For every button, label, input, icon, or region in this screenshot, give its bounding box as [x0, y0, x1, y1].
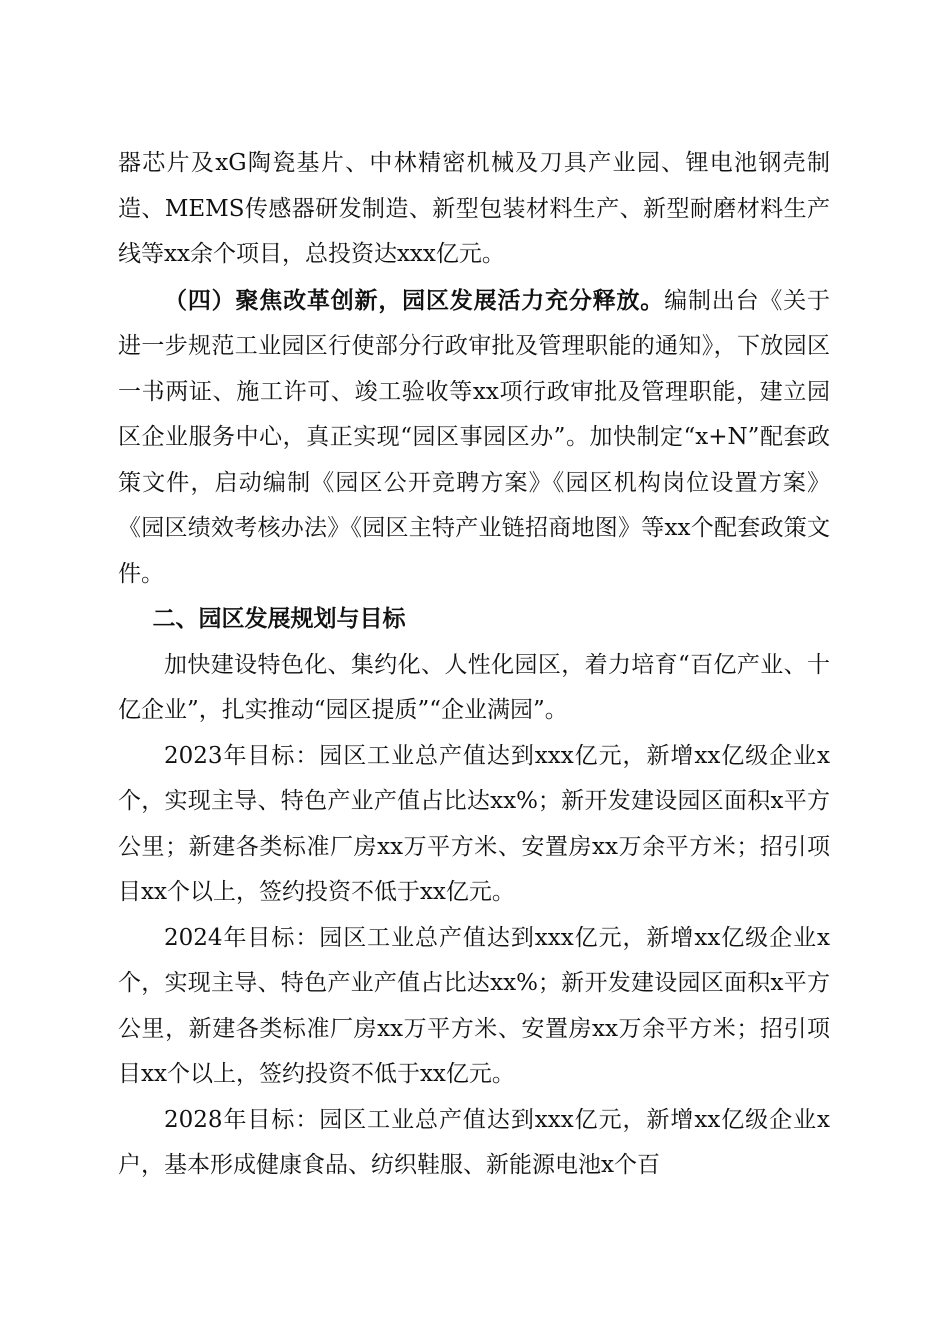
paragraph-planning-intro: 加快建设特色化、集约化、人性化园区，着力培育“百亿产业、十亿企业”，扎实推动“园区提质”“企业满园”。 [118, 651, 830, 723]
paragraph-goal-2023: 2023年目标：园区工业总产值达到xxx亿元，新增xx亿级企业x个，实现主导、特色产业产值占比达xx%；新开发建设园区面积x平方公里；新建各类标准厂房xx万平方米、安置房xx万余平方米；招引项目xx个以上，签约投资不低于xx亿元。 [118, 742, 830, 905]
section-body-reform: 编制出台《关于进一步规范工业园区行使部分行政审批及管理职能的通知》，下放园区一书两证、施工许可、竣工验收等xx项行政审批及管理职能，建立园区企业服务中心，真正实现“园区事园区办”。加快制定“x+N”配套政策文件，启动编制《园区公开竞聘方案》《园区机构岗位设置方案》《园区绩效考核办法》《园区主特产业链招商地图》等xx个配套政策文件。 [118, 287, 831, 587]
section-lead-reform: （四）聚焦改革创新，园区发展活力充分释放。 [164, 286, 665, 314]
paragraph-goal-2024: 2024年目标：园区工业总产值达到xxx亿元，新增xx亿级企业x个，实现主导、特色产业产值占比达xx%；新开发建设园区面积x平方公里，新建各类标准厂房xx万平方米、安置房xx万余平方米；招引项目xx个以上，签约投资不低于xx亿元。 [118, 924, 830, 1087]
paragraph-goal-2028: 2028年目标：园区工业总产值达到xxx亿元，新增xx亿级企业x户，基本形成健康食品、纺织鞋服、新能源电池x个百 [118, 1106, 830, 1178]
section-heading-planning: 二、园区发展规划与目标 [152, 606, 406, 632]
paragraph-reform-innovation [118, 278, 830, 598]
paragraph-project-list: 器芯片及xG陶瓷基片、中林精密机械及刀具产业园、锂电池钢壳制造、MEMS传感器研发制造、新型包装材料生产、新型耐磨材料生产线等xx余个项目，总投资达xxx亿元。 [118, 150, 830, 267]
document-body [118, 141, 830, 1189]
